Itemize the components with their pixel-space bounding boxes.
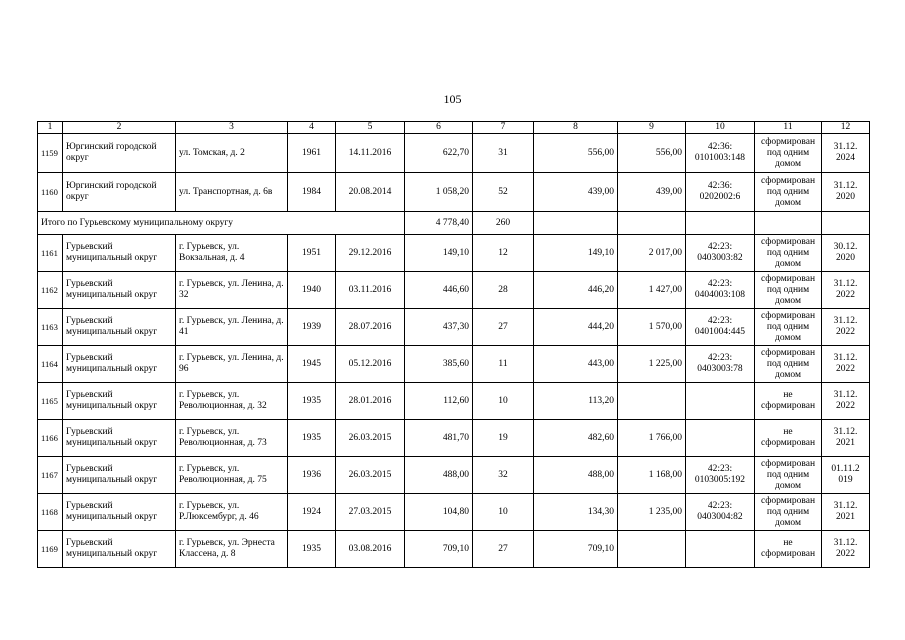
page-number: 105 [443,92,462,106]
total-area: 4 778,40 [405,212,473,235]
cadastral-number-cell: 42:23: 0401004:445 [686,309,755,346]
column-number-row [38,122,870,134]
value-cell: 439,00 [618,173,686,212]
cadastral-number-cell [686,383,755,420]
value-cell: 1 225,00 [618,346,686,383]
municipality-cell: Гурьевский муниципальный округ [63,235,176,272]
cadastral-number-cell [686,420,755,457]
status-cell: сформирован под одним домом [755,235,822,272]
year-cell: 1951 [288,235,336,272]
date-cell: 03.11.2016 [336,272,405,309]
status-cell: сформирован под одним домом [755,346,822,383]
residents-cell: 10 [473,383,534,420]
status-cell: не сформирован [755,420,822,457]
address-cell: г. Гурьевск, ул. Ленина, д. 96 [176,346,288,383]
area-cell: 112,60 [405,383,473,420]
deadline-cell: 31.12. 2021 [822,494,870,531]
address-cell: г. Гурьевск, ул. Революционная, д. 73 [176,420,288,457]
row-number: 1167 [38,457,63,494]
value-cell [618,531,686,568]
status-cell: не сформирован [755,383,822,420]
cadastral-number-cell: 42:36: 0202002:6 [686,173,755,212]
column-header: 5 [336,122,405,134]
column-header: 12 [822,122,870,134]
column-header: 10 [686,122,755,134]
residents-cell: 19 [473,420,534,457]
date-cell: 26.03.2015 [336,420,405,457]
area-cell: 481,70 [405,420,473,457]
residents-cell: 10 [473,494,534,531]
column-header: 8 [534,122,618,134]
column-header: 11 [755,122,822,134]
value-cell: 2 017,00 [618,235,686,272]
deadline-cell: 31.12. 2022 [822,309,870,346]
table-row [38,272,870,309]
total-residents: 260 [473,212,534,235]
table-row [38,420,870,457]
total-row [38,212,870,235]
row-number: 1169 [38,531,63,568]
row-number: 1165 [38,383,63,420]
table-row [38,173,870,212]
year-cell: 1939 [288,309,336,346]
residents-cell: 28 [473,272,534,309]
value-cell: 113,20 [534,383,618,420]
address-cell: г. Гурьевск, ул. Революционная, д. 75 [176,457,288,494]
row-number: 1164 [38,346,63,383]
cadastral-number-cell: 42:36: 0101003:148 [686,134,755,173]
municipality-cell: Гурьевский муниципальный округ [63,346,176,383]
date-cell: 03.08.2016 [336,531,405,568]
total-label: Итого по Гурьевскому муниципальному округу [38,212,405,235]
row-number: 1160 [38,173,63,212]
deadline-cell: 30.12. 2020 [822,235,870,272]
deadline-cell: 31.12. 2022 [822,531,870,568]
cadastral-number-cell: 42:23: 0403003:78 [686,346,755,383]
municipality-cell: Гурьевский муниципальный округ [63,272,176,309]
area-cell: 446,60 [405,272,473,309]
value-cell: 443,00 [534,346,618,383]
cadastral-number-cell: 42:23: 0404003:108 [686,272,755,309]
area-cell: 709,10 [405,531,473,568]
year-cell: 1935 [288,383,336,420]
value-cell: 1 766,00 [618,420,686,457]
deadline-cell: 31.12. 2022 [822,383,870,420]
residents-cell: 11 [473,346,534,383]
row-number: 1166 [38,420,63,457]
value-cell: 1 427,00 [618,272,686,309]
address-cell: ул. Транспортная, д. 6в [176,173,288,212]
value-cell: 1 168,00 [618,457,686,494]
area-cell: 104,80 [405,494,473,531]
area-cell: 385,60 [405,346,473,383]
table-row [38,309,870,346]
residents-cell: 12 [473,235,534,272]
empty-cell [755,212,822,235]
value-cell: 482,60 [534,420,618,457]
area-cell: 1 058,20 [405,173,473,212]
value-cell: 446,20 [534,272,618,309]
area-cell: 437,30 [405,309,473,346]
date-cell: 26.03.2015 [336,457,405,494]
municipality-cell: Гурьевский муниципальный округ [63,420,176,457]
deadline-cell: 31.12. 2022 [822,346,870,383]
cadastral-number-cell: 42:23: 0103005:192 [686,457,755,494]
residents-cell: 27 [473,309,534,346]
year-cell: 1961 [288,134,336,173]
address-cell: ул. Томская, д. 2 [176,134,288,173]
municipality-cell: Юргинский городской округ [63,134,176,173]
status-cell: сформирован под одним домом [755,494,822,531]
address-cell: г. Гурьевск, ул. Вокзальная, д. 4 [176,235,288,272]
address-cell: г. Гурьевск, ул. Ленина, д. 41 [176,309,288,346]
housing-table [37,121,870,568]
year-cell: 1940 [288,272,336,309]
date-cell: 20.08.2014 [336,173,405,212]
status-cell: сформирован под одним домом [755,272,822,309]
value-cell: 1 570,00 [618,309,686,346]
table-row [38,494,870,531]
area-cell: 488,00 [405,457,473,494]
area-cell: 622,70 [405,134,473,173]
row-number: 1159 [38,134,63,173]
residents-cell: 52 [473,173,534,212]
address-cell: г. Гурьевск, ул. Ленина, д. 32 [176,272,288,309]
column-header: 3 [176,122,288,134]
year-cell: 1945 [288,346,336,383]
value-cell: 709,10 [534,531,618,568]
value-cell [618,383,686,420]
table-row [38,383,870,420]
row-number: 1162 [38,272,63,309]
table-row [38,531,870,568]
status-cell: сформирован под одним домом [755,134,822,173]
date-cell: 27.03.2015 [336,494,405,531]
address-cell: г. Гурьевск, ул. Р.Люксембург, д. 46 [176,494,288,531]
year-cell: 1935 [288,420,336,457]
municipality-cell: Гурьевский муниципальный округ [63,309,176,346]
date-cell: 05.12.2016 [336,346,405,383]
date-cell: 29.12.2016 [336,235,405,272]
deadline-cell: 01.11.2 019 [822,457,870,494]
year-cell: 1935 [288,531,336,568]
empty-cell [534,212,618,235]
value-cell: 556,00 [534,134,618,173]
value-cell: 556,00 [618,134,686,173]
cadastral-number-cell: 42:23: 0403004:82 [686,494,755,531]
residents-cell: 31 [473,134,534,173]
column-header: 6 [405,122,473,134]
status-cell: сформирован под одним домом [755,457,822,494]
value-cell: 444,20 [534,309,618,346]
municipality-cell: Гурьевский муниципальный округ [63,531,176,568]
date-cell: 28.07.2016 [336,309,405,346]
year-cell: 1924 [288,494,336,531]
column-header: 9 [618,122,686,134]
year-cell: 1984 [288,173,336,212]
value-cell: 1 235,00 [618,494,686,531]
value-cell: 439,00 [534,173,618,212]
table-row [38,457,870,494]
table-row [38,134,870,173]
address-cell: г. Гурьевск, ул. Эрнеста Классена, д. 8 [176,531,288,568]
residents-cell: 27 [473,531,534,568]
empty-cell [618,212,686,235]
empty-cell [686,212,755,235]
date-cell: 14.11.2016 [336,134,405,173]
table-row [38,346,870,383]
value-cell: 488,00 [534,457,618,494]
table-row [38,235,870,272]
row-number: 1168 [38,494,63,531]
municipality-cell: Гурьевский муниципальный округ [63,457,176,494]
municipality-cell: Юргинский городской округ [63,173,176,212]
column-header: 7 [473,122,534,134]
deadline-cell: 31.12. 2022 [822,272,870,309]
cadastral-number-cell [686,531,755,568]
row-number: 1163 [38,309,63,346]
column-header: 4 [288,122,336,134]
municipality-cell: Гурьевский муниципальный округ [63,494,176,531]
status-cell: сформирован под одним домом [755,173,822,212]
column-header: 1 [38,122,63,134]
column-header: 2 [63,122,176,134]
address-cell: г. Гурьевск, ул. Революционная, д. 32 [176,383,288,420]
value-cell: 149,10 [534,235,618,272]
row-number: 1161 [38,235,63,272]
value-cell: 134,30 [534,494,618,531]
year-cell: 1936 [288,457,336,494]
municipality-cell: Гурьевский муниципальный округ [63,383,176,420]
status-cell: сформирован под одним домом [755,309,822,346]
deadline-cell: 31.12. 2020 [822,173,870,212]
deadline-cell: 31.12. 2024 [822,134,870,173]
area-cell: 149,10 [405,235,473,272]
cadastral-number-cell: 42:23: 0403003:82 [686,235,755,272]
date-cell: 28.01.2016 [336,383,405,420]
deadline-cell: 31.12. 2021 [822,420,870,457]
status-cell: не сформирован [755,531,822,568]
residents-cell: 32 [473,457,534,494]
empty-cell [822,212,870,235]
